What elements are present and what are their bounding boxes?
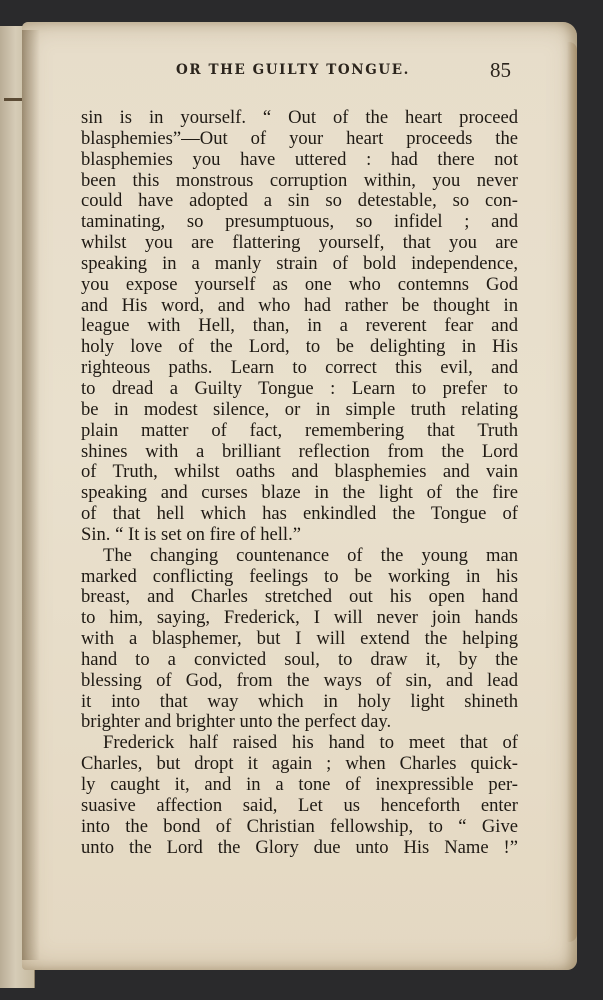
text-line: you expose yourself as one who contemns God <box>81 273 518 295</box>
text-line: Charles, but dropt it again ; when Charles quick- <box>81 753 518 775</box>
text-line: brighter and brighter unto the perfect day. <box>81 711 392 733</box>
text-line: speaking in a manly strain of bold independence, <box>81 252 518 274</box>
spine-shadow <box>22 30 40 960</box>
running-head: OR THE GUILTY TONGUE. <box>176 62 410 78</box>
text-line: marked conflicting feelings to be working in his <box>81 565 518 587</box>
text-line: Frederick half raised his hand to meet that of <box>103 732 518 754</box>
text-line: unto the Lord the Glory due unto His Name !” <box>81 836 518 858</box>
text-line: been this monstrous corruption within, you never <box>81 169 518 191</box>
text-line: blessing of God, from the ways of sin, and lead <box>81 669 518 691</box>
text-line: into the bond of Christian fellowship, to “ Give <box>81 815 518 837</box>
text-line: The changing countenance of the young man <box>103 544 518 566</box>
text-line: with a blasphemer, but I will extend the helping <box>81 628 518 650</box>
text-line: blasphemies”—Out of your heart proceeds the <box>81 127 518 149</box>
text-line: could have adopted a sin so detestable, so con- <box>81 190 518 212</box>
text-line: and His word, and who had rather be thought in <box>81 294 518 316</box>
text-line: be in modest silence, or in simple truth relating <box>81 398 518 420</box>
page-number: 85 <box>490 58 511 82</box>
text-line: breast, and Charles stretched out his open hand <box>81 586 518 608</box>
text-line: of Truth, whilst oaths and blasphemies and vain <box>81 461 518 483</box>
text-line: holy love of the Lord, to be delighting in His <box>81 336 518 358</box>
text-line: blasphemies you have uttered : had there not <box>81 148 518 170</box>
text-line: plain matter of fact, remembering that Truth <box>81 419 518 441</box>
text-line: it into that way which in holy light shineth <box>81 690 518 712</box>
text-line: sin is in yourself. “ Out of the heart proceed <box>81 107 518 128</box>
text-line: whilst you are flattering yourself, that you are <box>81 232 518 254</box>
text-line: to him, saying, Frederick, I will never join hands <box>81 607 518 629</box>
text-line: hand to a convicted soul, to draw it, by the <box>81 648 518 670</box>
text-line: Sin. “ It is set on fire of hell.” <box>81 523 301 545</box>
text-line: speaking and curses blaze in the light of the fire <box>81 482 518 504</box>
text-line: taminating, so presumptuous, so infidel ; and <box>81 211 518 233</box>
body-text <box>81 108 518 858</box>
text-line: suasive affection said, Let us henceforth enter <box>81 794 518 816</box>
text-line: shines with a brilliant reflection from the Lord <box>81 440 518 462</box>
text-line: of that hell which has enkindled the Tongue of <box>81 503 518 525</box>
text-line: ly caught it, and in a tone of inexpressible per- <box>81 774 518 795</box>
text-line: righteous paths. Learn to correct this evil, and <box>81 357 518 379</box>
text-line: to dread a Guilty Tongue : Learn to prefer to <box>81 377 518 399</box>
text-line: league with Hell, than, in a reverent fear and <box>81 315 518 337</box>
